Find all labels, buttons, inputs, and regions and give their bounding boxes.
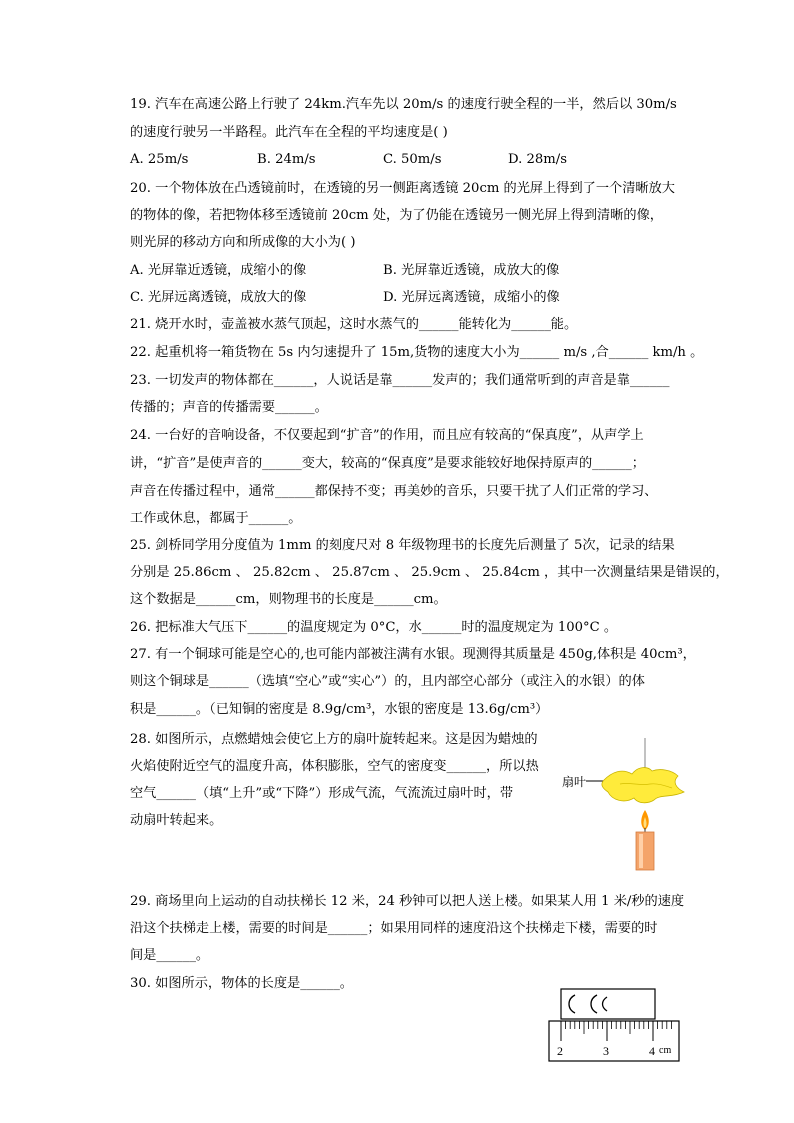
q19-option-d: D. 28m/s: [508, 152, 567, 167]
q24-line3: 声音在传播过程中，通常______都保持不变；再美妙的音乐，只要干扰了人们正常的学习、: [130, 484, 658, 499]
candle-fan-drawing: [560, 738, 695, 873]
q24-line4: 工作或休息，都属于______。: [130, 511, 302, 526]
q19-option-b: B. 24m/s: [257, 152, 316, 167]
q19-line2: 的速度行驶另一半路程。此汽车在全程的平均速度是( ): [130, 125, 448, 140]
ruler-figure: [545, 983, 695, 1063]
q24-line1: 24. 一台好的音响设备，不仅要起到“扩音”的作用，而且应有较高的“保真度”，从声学上: [130, 428, 644, 443]
q19-option-a: A. 25m/s: [130, 152, 189, 167]
q26-line1: 26. 把标准大气压下______的温度规定为 0°C，水______时的温度规定为 100°C 。: [130, 620, 618, 635]
q20-option-c: C. 光屏远离透镜，成放大的像: [130, 290, 307, 305]
q24-line2: 讲，“扩音”是使声音的______变大，较高的“保真度”是要求能较好地保持原声的______；: [130, 456, 645, 471]
q23-line1: 23. 一切发声的物体都在______，人说话是靠______发声的；我们通常听到的声音是靠______: [130, 373, 670, 388]
q30-line1: 30. 如图所示，物体的长度是______。: [130, 976, 353, 991]
candle-fan-figure: [560, 738, 695, 873]
q25-line2: 分别是 25.86cm 、 25.82cm 、 25.87cm 、 25.9cm 、 25.84cm ，其中一次测量结果是错误的，: [130, 565, 729, 580]
q20-option-d: D. 光屏远离透镜，成缩小的像: [383, 290, 560, 305]
q27-line3: 积是______。（已知铜的密度是 8.9g/cm³，水银的密度是 13.6g/cm³）: [130, 702, 549, 717]
ruler-tick-label-3: 3: [603, 1044, 609, 1058]
ruler-tick-label-2: 2: [557, 1044, 563, 1058]
ruler-tick-label-4: 4: [649, 1044, 655, 1058]
q28-line1: 28. 如图所示，点燃蜡烛会使它上方的扇叶旋转起来。这是因为蜡烛的: [130, 732, 538, 747]
q29-line3: 间是______。: [130, 948, 210, 963]
q20-option-b: B. 光屏靠近透镜，成放大的像: [383, 263, 560, 278]
q20-option-a: A. 光屏靠近透镜，成缩小的像: [130, 263, 307, 278]
ruler-unit-label: cm: [659, 1045, 672, 1056]
q29-line1: 29. 商场里向上运动的自动扶梯长 12 米，24 秒钟可以把人送上楼。如果某人用 1 米/秒的速度: [130, 894, 685, 909]
q20-line2: 的物体的像，若把物体移至透镜前 20cm 处，为了仍能在透镜另一侧光屏上得到清晰的像，: [130, 208, 663, 223]
q20-line3: 则光屏的移动方向和所成像的大小为( ): [130, 235, 356, 250]
ruler-drawing: [545, 983, 695, 1063]
q28-line4: 动扇叶转起来。: [130, 813, 223, 828]
q22-line1: 22. 起重机将一箱货物在 5s 内匀速提升了 15m,货物的速度大小为______ m/s ,合______ km/h 。: [130, 345, 704, 360]
q27-line1: 27. 有一个铜球可能是空心的,也可能内部被注满有水银。现测得其质量是 450g,体积是 40cm³，: [130, 647, 696, 662]
q29-line2: 沿这个扶梯走上楼，需要的时间是______；如果用同样的速度沿这个扶梯走下楼，需要的时: [130, 921, 658, 936]
q28-line2: 火焰使附近空气的温度升高，体积膨胀，空气的密度变______，所以热: [130, 759, 539, 774]
q27-line2: 则这个铜球是______（选填“空心”或“实心”）的，且内部空心部分（或注入的水银）的体: [130, 674, 645, 689]
q28-line3: 空气______（填“上升”或“下降”）形成气流，气流流过扇叶时，带: [130, 786, 514, 801]
q23-line2: 传播的；声音的传播需要______。: [130, 400, 328, 415]
q19-option-c: C. 50m/s: [383, 152, 442, 167]
fan-blade-label: 扇叶: [562, 775, 587, 789]
q25-line1: 25. 剑桥同学用分度值为 1mm 的刻度尺对 8 年级物理书的长度先后测量了 5次，记录的结果: [130, 538, 675, 553]
q25-line3: 这个数据是______cm，则物理书的长度是______cm。: [130, 592, 447, 607]
q19-line1: 19. 汽车在高速公路上行驶了 24km.汽车先以 20m/s 的速度行驶全程的一半，然后以 30m/s: [130, 97, 677, 112]
q21-line1: 21. 烧开水时，壶盖被水蒸气顶起，这时水蒸气的______能转化为______能。: [130, 317, 578, 332]
q20-line1: 20. 一个物体放在凸透镜前时，在透镜的另一侧距离透镜 20cm 的光屏上得到了一个清晰放大: [130, 181, 675, 196]
